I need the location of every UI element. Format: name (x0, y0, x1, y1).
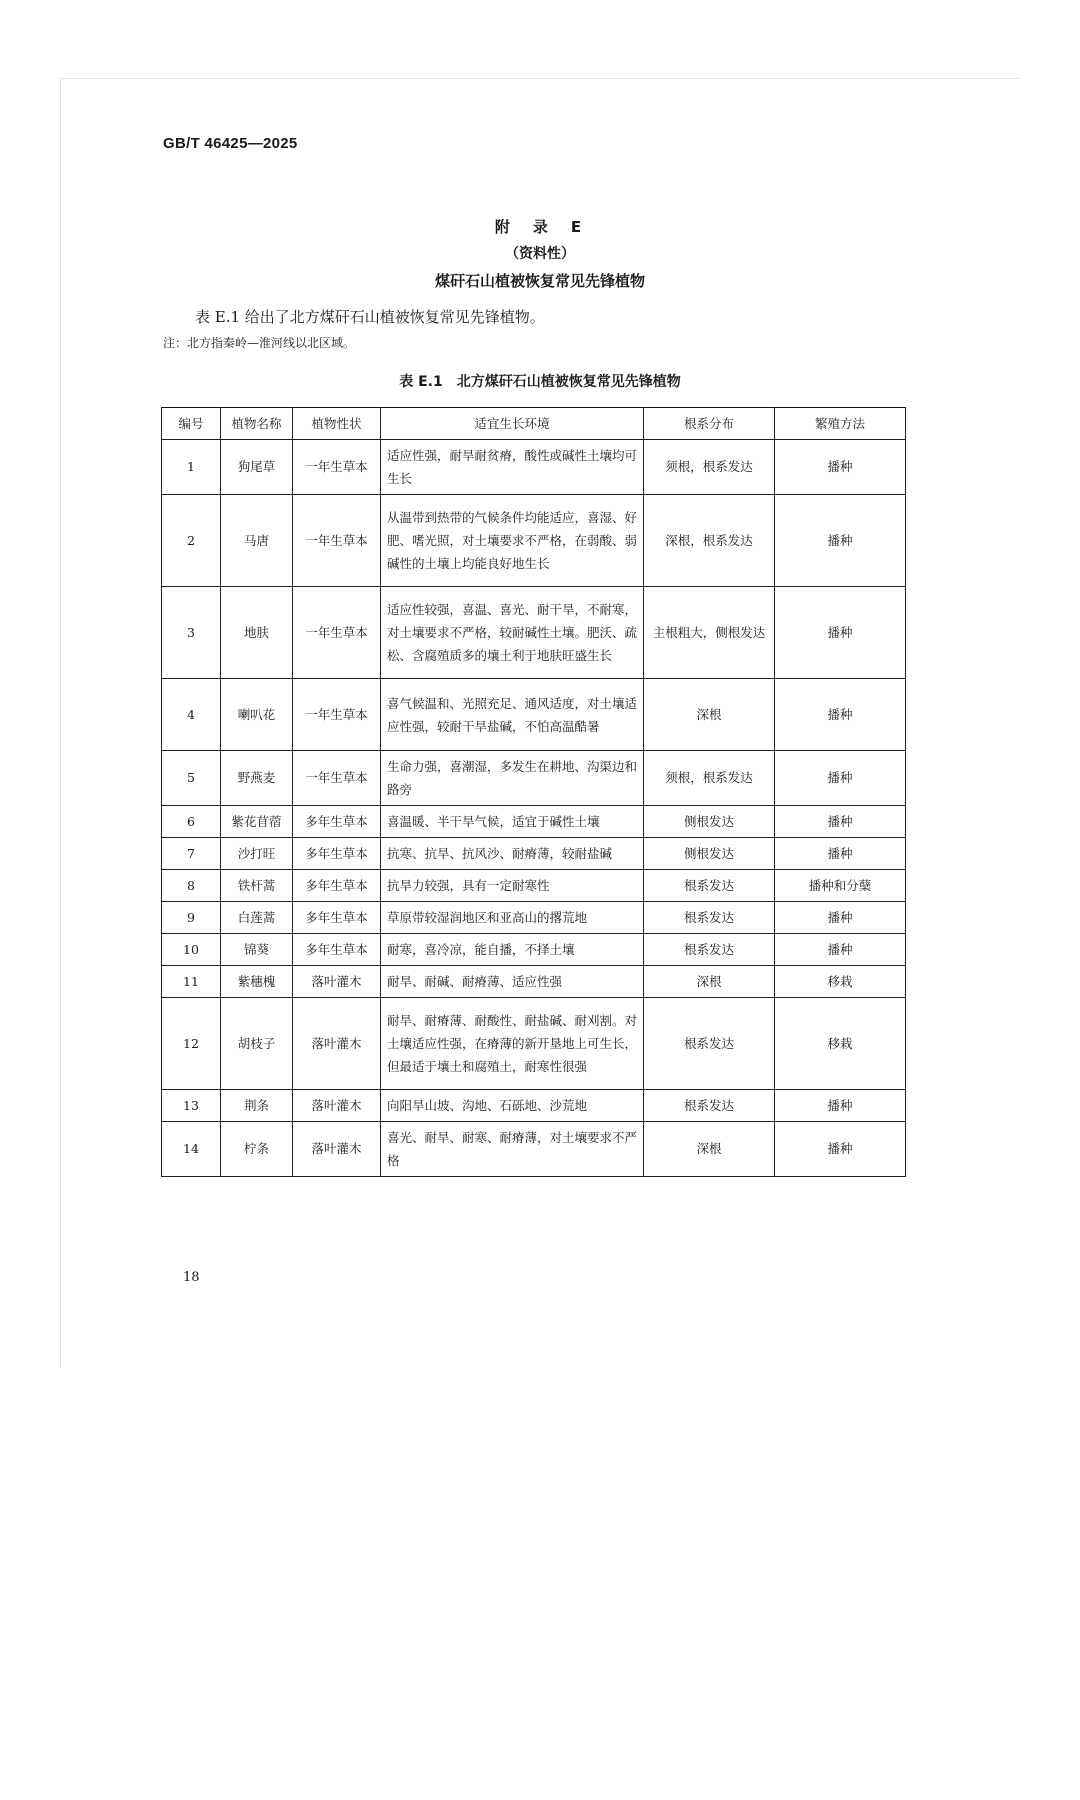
cell-plant-name: 野燕麦 (221, 751, 293, 806)
column-header-root: 根系分布 (644, 408, 775, 440)
cell-root: 根系发达 (644, 934, 775, 966)
cell-plant-name: 地肤 (221, 587, 293, 679)
cell-root: 深根 (644, 679, 775, 751)
cell-plant-name: 紫花苜蓿 (221, 806, 293, 838)
table-header-row (162, 408, 906, 440)
cell-trait: 一年生草本 (293, 440, 381, 495)
cell-environment: 生命力强，喜潮湿，多发生在耕地、沟渠边和路旁 (381, 751, 644, 806)
cell-propagation: 播种 (775, 838, 906, 870)
table-caption: 表 E.1 北方煤矸石山植被恢复常见先锋植物 (399, 374, 681, 390)
cell-root: 主根粗大，侧根发达 (644, 587, 775, 679)
cell-environment: 从温带到热带的气候条件均能适应，喜湿、好肥、嗜光照，对土壤要求不严格，在弱酸、弱碱性的土壤上均能良好地生长 (381, 495, 644, 587)
cell-propagation: 播种 (775, 679, 906, 751)
cell-propagation: 播种 (775, 751, 906, 806)
cell-trait: 落叶灌木 (293, 966, 381, 998)
cell-trait: 一年生草本 (293, 587, 381, 679)
cell-root: 须根，根系发达 (644, 440, 775, 495)
column-header-number: 编号 (162, 408, 221, 440)
table-row (162, 495, 906, 587)
cell-propagation: 播种和分蘖 (775, 870, 906, 902)
cell-plant-name: 锦葵 (221, 934, 293, 966)
cell-environment: 耐寒，喜冷凉，能自播，不择土壤 (381, 934, 644, 966)
cell-number: 7 (162, 838, 221, 870)
cell-environment: 向阳旱山坡、沟地、石砾地、沙荒地 (381, 1090, 644, 1122)
column-header-propagation: 繁殖方法 (775, 408, 906, 440)
table-row (162, 806, 906, 838)
cell-root: 根系发达 (644, 870, 775, 902)
page-border-top (60, 78, 1020, 79)
cell-plant-name: 白莲蒿 (221, 902, 293, 934)
cell-trait: 多年生草本 (293, 838, 381, 870)
cell-plant-name: 柠条 (221, 1122, 293, 1177)
cell-trait: 落叶灌木 (293, 1090, 381, 1122)
column-header-environment: 适宜生长环境 (381, 408, 644, 440)
table-row (162, 751, 906, 806)
cell-plant-name: 喇叭花 (221, 679, 293, 751)
cell-propagation: 播种 (775, 1122, 906, 1177)
cell-plant-name: 胡枝子 (221, 998, 293, 1090)
table-row (162, 998, 906, 1090)
cell-trait: 多年生草本 (293, 902, 381, 934)
cell-propagation: 播种 (775, 902, 906, 934)
table-row (162, 1122, 906, 1177)
table-row (162, 966, 906, 998)
table-row (162, 587, 906, 679)
cell-propagation: 播种 (775, 934, 906, 966)
cell-propagation: 播种 (775, 495, 906, 587)
cell-root: 深根 (644, 966, 775, 998)
cell-root: 根系发达 (644, 902, 775, 934)
cell-number: 5 (162, 751, 221, 806)
cell-environment: 喜温暖、半干旱气候，适宜于碱性土壤 (381, 806, 644, 838)
appendix-title: 煤矸石山植被恢复常见先锋植物 (434, 272, 645, 290)
cell-environment: 耐旱、耐瘠薄、耐酸性、耐盐碱、耐刈割。对土壤适应性强，在瘠薄的新开垦地上可生长，但最适于壤土和腐殖土，耐寒性很强 (381, 998, 644, 1090)
cell-root: 须根，根系发达 (644, 751, 775, 806)
cell-plant-name: 荆条 (221, 1090, 293, 1122)
cell-propagation: 播种 (775, 1090, 906, 1122)
cell-root: 侧根发达 (644, 838, 775, 870)
table-row (162, 902, 906, 934)
cell-number: 13 (162, 1090, 221, 1122)
cell-propagation: 播种 (775, 806, 906, 838)
note: 注：北方指秦岭—淮河线以北区域。 (163, 336, 356, 350)
cell-root: 根系发达 (644, 1090, 775, 1122)
standard-number: GB/T 46425—2025 (163, 135, 298, 152)
cell-number: 9 (162, 902, 221, 934)
cell-number: 11 (162, 966, 221, 998)
column-header-trait: 植物性状 (293, 408, 381, 440)
appendix-nature: （资料性） (505, 246, 575, 262)
cell-environment: 喜气候温和、光照充足、通风适度，对土壤适应性强，较耐干旱盐碱，不怕高温酷暑 (381, 679, 644, 751)
cell-plant-name: 沙打旺 (221, 838, 293, 870)
cell-trait: 一年生草本 (293, 751, 381, 806)
cell-environment: 适应性强，耐旱耐贫瘠，酸性或碱性土壤均可生长 (381, 440, 644, 495)
cell-trait: 多年生草本 (293, 806, 381, 838)
table-row (162, 440, 906, 495)
cell-plant-name: 紫穗槐 (221, 966, 293, 998)
cell-trait: 一年生草本 (293, 495, 381, 587)
cell-environment: 适应性较强，喜温、喜光、耐干旱，不耐寒，对土壤要求不严格，较耐碱性土壤。肥沃、疏松、含腐殖质多的壤土利于地肤旺盛生长 (381, 587, 644, 679)
column-header-name: 植物名称 (221, 408, 293, 440)
cell-propagation: 播种 (775, 440, 906, 495)
cell-trait: 一年生草本 (293, 679, 381, 751)
table-row (162, 838, 906, 870)
table-row (162, 870, 906, 902)
table-row (162, 679, 906, 751)
cell-number: 2 (162, 495, 221, 587)
plant-table (161, 407, 906, 1177)
appendix-label: 附 录 E (494, 218, 586, 236)
table-row (162, 934, 906, 966)
cell-environment: 抗旱力较强，具有一定耐寒性 (381, 870, 644, 902)
intro-paragraph: 表 E.1 给出了北方煤矸石山植被恢复常见先锋植物。 (195, 308, 545, 326)
cell-plant-name: 铁杆蒿 (221, 870, 293, 902)
cell-environment: 草原带较湿润地区和亚高山的撂荒地 (381, 902, 644, 934)
cell-number: 3 (162, 587, 221, 679)
cell-plant-name: 马唐 (221, 495, 293, 587)
cell-root: 侧根发达 (644, 806, 775, 838)
cell-number: 12 (162, 998, 221, 1090)
cell-root: 根系发达 (644, 998, 775, 1090)
cell-trait: 多年生草本 (293, 870, 381, 902)
cell-number: 4 (162, 679, 221, 751)
cell-trait: 落叶灌木 (293, 1122, 381, 1177)
cell-root: 深根 (644, 1122, 775, 1177)
cell-trait: 落叶灌木 (293, 998, 381, 1090)
cell-environment: 耐旱、耐碱、耐瘠薄、适应性强 (381, 966, 644, 998)
page-number: 18 (183, 1270, 200, 1285)
cell-plant-name: 狗尾草 (221, 440, 293, 495)
cell-environment: 喜光、耐旱、耐寒、耐瘠薄，对土壤要求不严格 (381, 1122, 644, 1177)
cell-propagation: 播种 (775, 587, 906, 679)
cell-environment: 抗寒、抗旱、抗风沙、耐瘠薄，较耐盐碱 (381, 838, 644, 870)
cell-number: 10 (162, 934, 221, 966)
table-row (162, 1090, 906, 1122)
cell-trait: 多年生草本 (293, 934, 381, 966)
cell-propagation: 移栽 (775, 966, 906, 998)
cell-number: 14 (162, 1122, 221, 1177)
cell-root: 深根，根系发达 (644, 495, 775, 587)
cell-number: 8 (162, 870, 221, 902)
cell-number: 1 (162, 440, 221, 495)
cell-propagation: 移栽 (775, 998, 906, 1090)
cell-number: 6 (162, 806, 221, 838)
